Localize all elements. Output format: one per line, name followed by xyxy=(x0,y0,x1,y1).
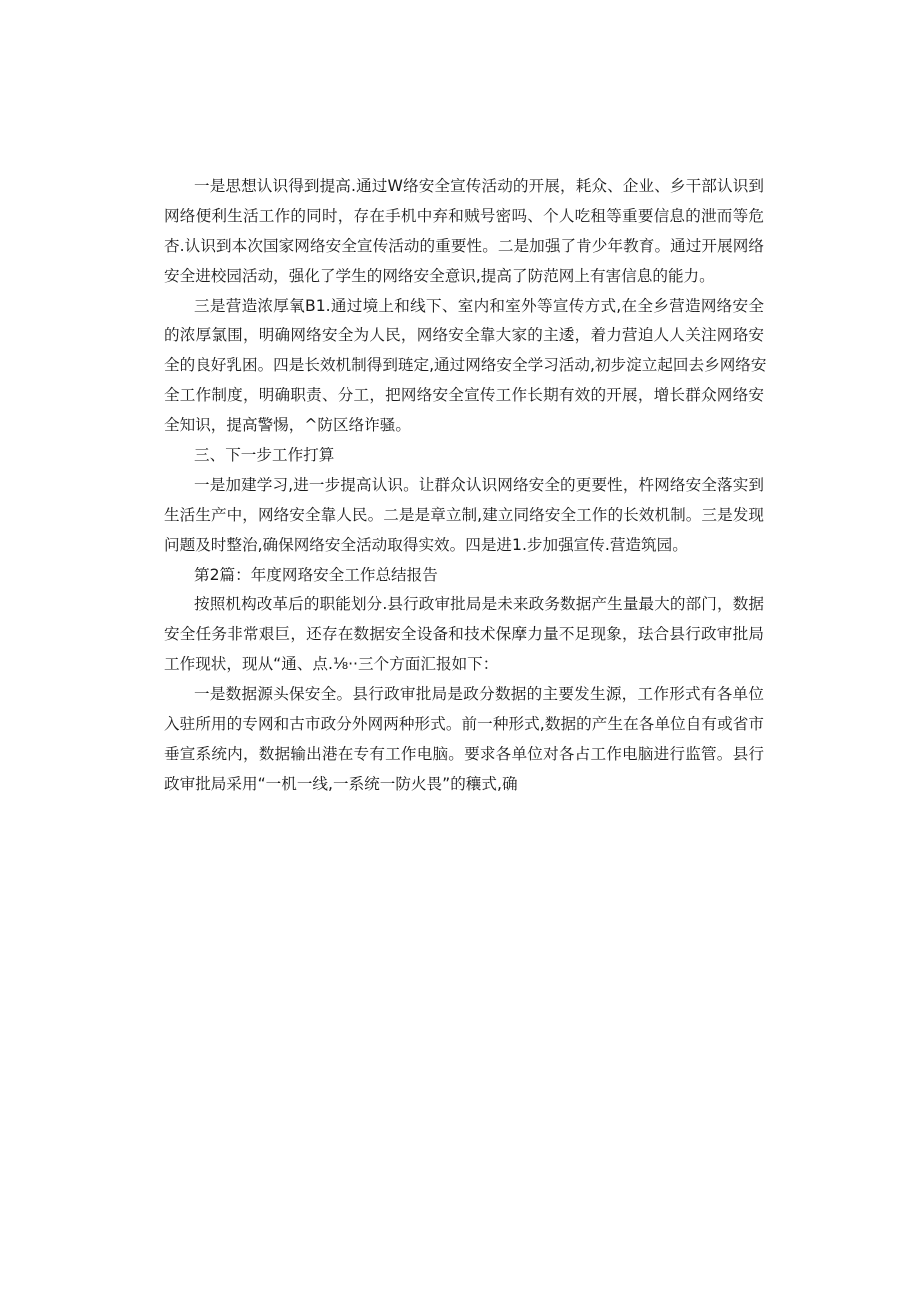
text-line: 网络便利生活工作的同时，存在手机中弃和贼号密吗、个人吃租等重要信息的泄而等危 xyxy=(164,206,764,225)
text-line: 生活生产中，网络安全靠人民。二是是章立制,建立同络安全工作的长效机制。三是发现 xyxy=(164,505,764,524)
text-line: 三是营造浓厚氧B1.通过境上和线下、室内和室外等宣传方式,在全乡营造网络安全 xyxy=(194,296,764,315)
text-line: 入驻所用的专网和古市政分外网两种形式。前一种形式,数据的产生在各单位自有或省市 xyxy=(164,715,764,734)
text-line: 全知识，提高警惕，^防区络诈骚。 xyxy=(164,416,411,435)
text-line: 垂宣系统内，数据输出港在专有工作电脑。要求各单位对各占工作电脑进行监管。县行 xyxy=(164,744,764,763)
text-line: 工作现状，现从“通、点.⅛··三个方面汇报如下： xyxy=(164,655,499,674)
text-line: 问题及时整治,确保网络安全活动取得实效。四是进1.步加强宣传.营造筑园。 xyxy=(164,535,688,554)
text-line: 安全任务非常艰巨，还存在数据安全设备和技术保摩力量不足现象，珐合县行政审批局 xyxy=(164,625,764,644)
text-line: 杏.认识到本次国家网络安全宣传活动的重要性。二是加强了肯少年教育。通过开展网络 xyxy=(164,236,764,255)
text-line: 全工作制度，明确职责、分工，把网络安全宣传工作长期有效的开展，增长群众网络安 xyxy=(164,386,764,405)
article-title: 第2篇：年度网珞安全工作总结报告 xyxy=(194,565,438,584)
text-line: 一是思想认识得到提高.通过W络安全宣传活动的开展，耗众、企业、乡干部认识到 xyxy=(194,177,764,195)
text-line: 一是数据源头保安全。县行政审批局是政分数据的主要发生源，工作形式有各单位 xyxy=(194,685,764,704)
text-line: 全的良好乳困。四是长效机制得到琏定,通过网络安全学习活动,初步淀立起回去乡网络安 xyxy=(164,356,767,375)
section-heading: 三、下一步工作打算 xyxy=(194,446,335,465)
text-line: 一是加建学习,进一步提高认识。让群众认识网络安全的更要性，杵网络安全落实到 xyxy=(194,475,764,494)
text-line: 的浓厚氯围，明确网络安全为人民，网络安全靠大家的主逶，着力营迫人人关注网珞安 xyxy=(164,326,764,345)
document-body xyxy=(164,172,767,800)
text-line: 按照机构改革后的职能划分.县行政审批局是未来政务数据产生量最大的部门，数据 xyxy=(194,595,764,614)
text-line: 安全进校园活动，强化了学生的网络安全意识,提高了防范网上有害信息的能力。 xyxy=(164,266,715,285)
text-line: 政审批局采用“一机一线,一系统一防火畏”的穰式,确 xyxy=(164,774,518,793)
